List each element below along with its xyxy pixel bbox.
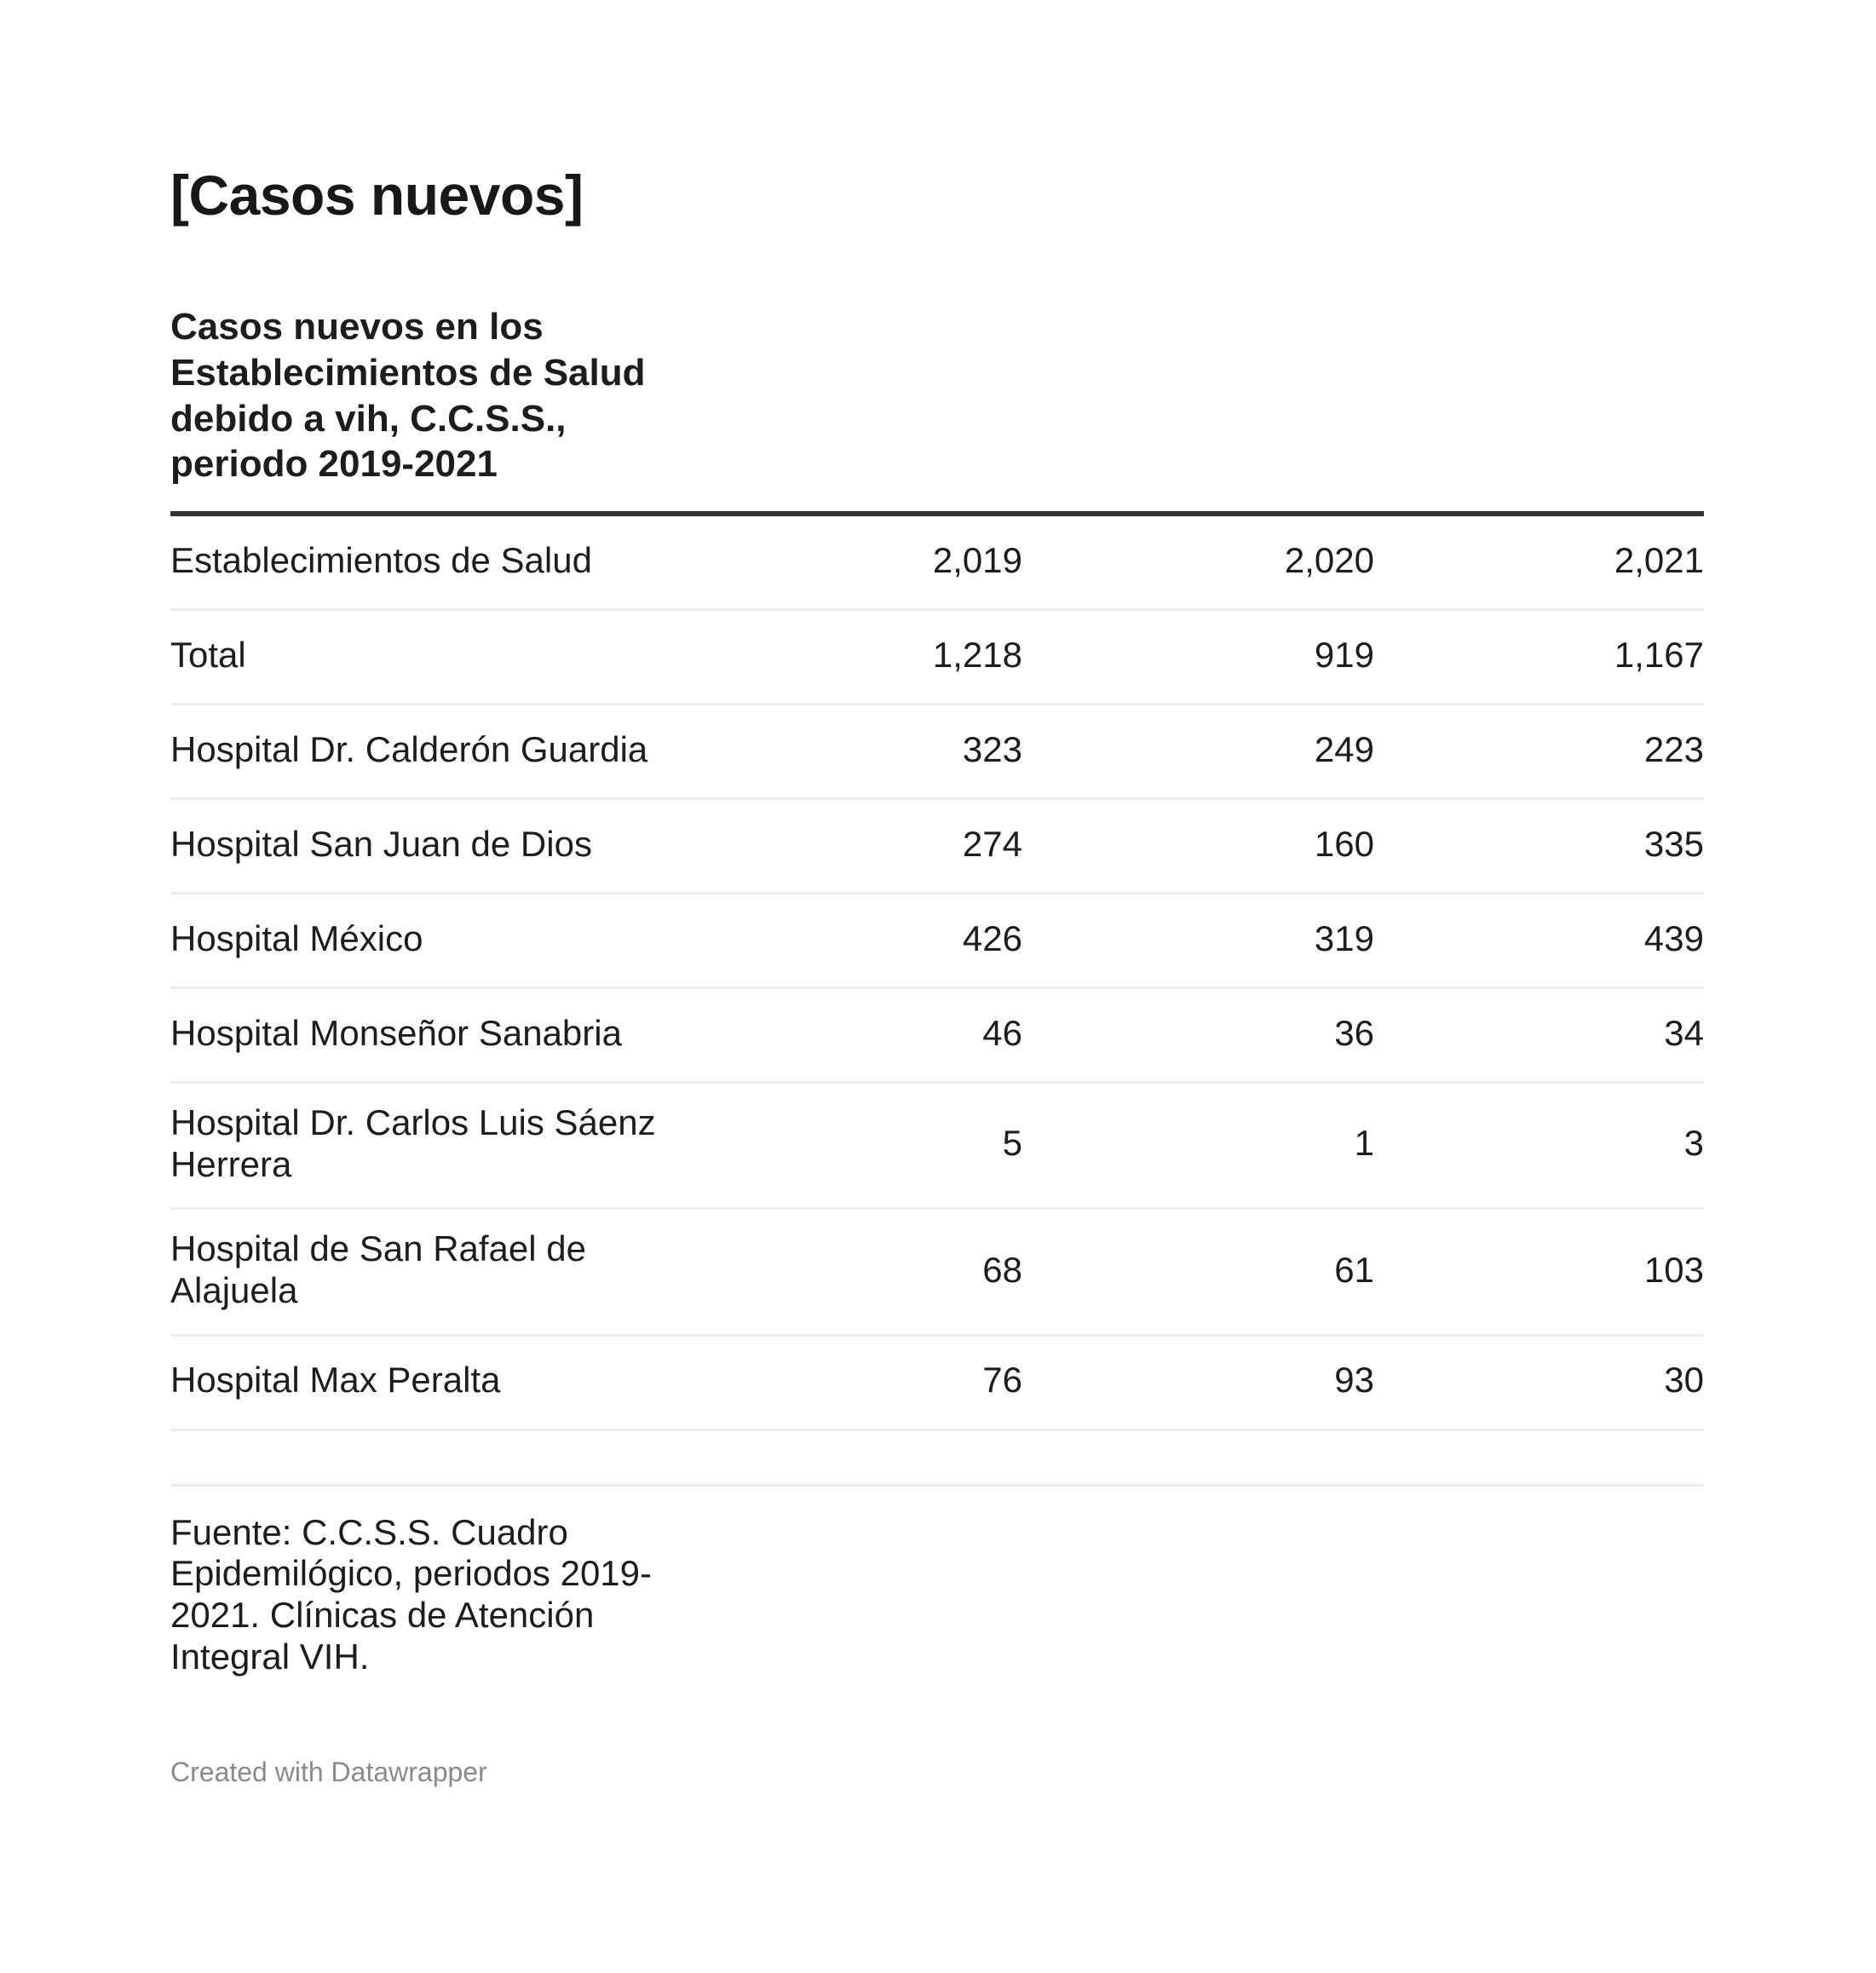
column-header-establecimientos[interactable]: Establecimientos de Salud <box>170 539 592 580</box>
cell-value: 223 <box>1643 728 1704 769</box>
cell-value: 249 <box>1314 728 1374 769</box>
cell-value: 439 <box>1643 917 1704 958</box>
cell-value: 3 <box>1683 1123 1704 1164</box>
row-label: Hospital Monseñor Sanabria <box>170 1012 622 1053</box>
table-row <box>170 894 1704 989</box>
table-row <box>170 705 1704 800</box>
cell-value: 46 <box>982 1012 1022 1053</box>
row-label: Hospital Dr. Calderón Guardia <box>170 728 648 769</box>
cell-value: 61 <box>1334 1249 1374 1290</box>
table-row <box>170 800 1704 894</box>
table-row <box>170 989 1704 1084</box>
chart-container <box>170 162 1704 1788</box>
table-header-row <box>170 516 1704 611</box>
cell-value: 323 <box>962 728 1022 769</box>
source-notes: Fuente: C.C.S.S. Cuadro Epidemilógico, periodos 2019-2021. Clínicas de Atención Integral VIH. <box>170 1511 653 1677</box>
cell-value: 919 <box>1314 634 1374 675</box>
row-label: Total <box>170 634 246 675</box>
table-row <box>170 1210 1704 1336</box>
table-row <box>170 611 1704 705</box>
cell-value: 5 <box>1002 1123 1022 1164</box>
row-label: Hospital Max Peralta <box>170 1360 501 1401</box>
cell-value: 335 <box>1643 823 1704 864</box>
table-title: Casos nuevos en los Establecimientos de Salud debido a vih, C.C.S.S., periodo 2019-2021 <box>170 306 646 486</box>
cell-value: 1,167 <box>1614 634 1704 675</box>
table-row <box>170 1337 1704 1431</box>
cell-value: 426 <box>962 917 1022 958</box>
row-label: Hospital México <box>170 917 423 958</box>
column-header-2021[interactable]: 2,021 <box>1614 539 1704 580</box>
datawrapper-credit[interactable]: Created with Datawrapper <box>170 1756 487 1787</box>
data-table <box>170 511 1704 1431</box>
row-label: Hospital Dr. Carlos Luis Sáenz Herrera <box>170 1102 656 1184</box>
cell-value: 319 <box>1314 917 1374 958</box>
column-header-2020[interactable]: 2,020 <box>1284 539 1374 580</box>
cell-value: 103 <box>1643 1249 1704 1290</box>
cell-value: 93 <box>1334 1360 1374 1401</box>
notes-divider <box>170 1484 1704 1487</box>
headline: [Casos nuevos] <box>170 164 584 227</box>
cell-value: 34 <box>1664 1012 1704 1053</box>
cell-value: 36 <box>1334 1012 1374 1053</box>
column-header-2019[interactable]: 2,019 <box>932 539 1022 580</box>
row-label: Hospital San Juan de Dios <box>170 823 592 864</box>
cell-value: 68 <box>982 1249 1022 1290</box>
cell-value: 160 <box>1314 823 1374 864</box>
cell-value: 76 <box>982 1360 1022 1401</box>
table-row <box>170 1084 1704 1210</box>
cell-value: 274 <box>962 823 1022 864</box>
cell-value: 1,218 <box>932 634 1022 675</box>
row-label: Hospital de San Rafael de Alajuela <box>170 1228 586 1311</box>
cell-value: 1 <box>1354 1123 1374 1164</box>
cell-value: 30 <box>1664 1360 1704 1401</box>
